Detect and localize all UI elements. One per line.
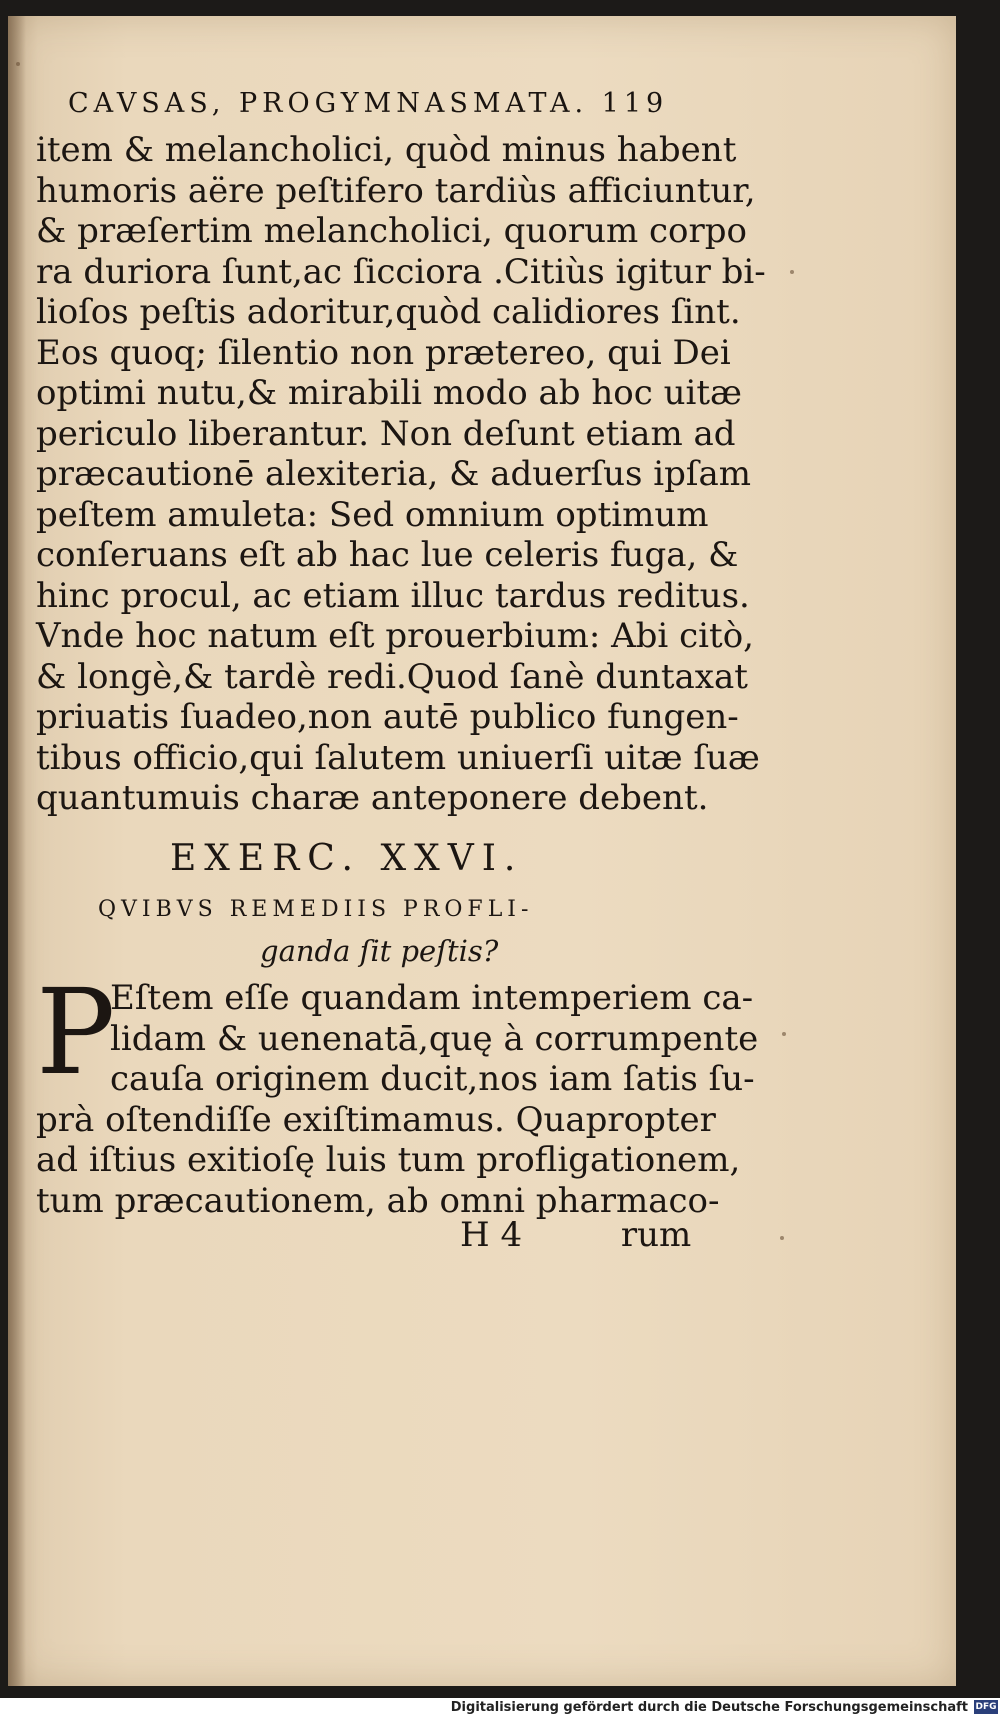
text-line: & longè,& tardè redi.Quod ſanè duntaxat [36, 656, 748, 697]
paper-speck [780, 1236, 784, 1240]
text-line: ra duriora ſunt,ac ſicciora .Citiùs igitur bi- [36, 251, 766, 292]
text-line: humoris aëre peſtifero tardiùs afficiuntur, [36, 170, 756, 211]
text-line: lidam & uenenatā,quę à corrumpente [110, 1018, 759, 1059]
section-heading: EXERC. XXVI. [170, 838, 524, 879]
text-line: optimi nutu,& mirabili modo ab hoc uitæ [36, 373, 742, 413]
running-head: CAVSAS, PROGYMNASMATA. 119 [68, 88, 669, 119]
footer-credit: Digitalisierung gefördert durch die Deutsche Forschungsgemeinschaft [450, 1700, 968, 1715]
text-line: periculo liberantur. Non deſunt etiam ad [36, 413, 736, 454]
paragraph-1 [36, 130, 766, 819]
text-line: peſtem amuleta: Sed omnium optimum [36, 494, 709, 535]
paper-speck [16, 62, 20, 66]
text-line: tum præcautionem, ab omni pharmaco- [36, 1180, 720, 1221]
dfg-logo: DFG [975, 1702, 997, 1712]
text-line: Eos quoq; ſilentio non prætereo, qui Dei [36, 332, 731, 373]
text-line: hinc procul, ac etiam illuc tardus reditus. [36, 575, 750, 616]
text-line: quantumuis charæ anteponere debent. [36, 778, 709, 818]
question-heading-line-2: ganda ſit peſtis? [260, 934, 499, 968]
text-line: conſeruans eſt ab hac lue celeris fuga, & [36, 535, 739, 575]
text-line: ad iſtius exitioſę luis tum profligationem, [36, 1140, 741, 1180]
paragraph-2 [36, 963, 759, 1221]
paper-speck [782, 1032, 786, 1036]
paper-speck [790, 270, 794, 274]
text-line: prà oſtendiſſe exiſtimamus. Quapropter [36, 1099, 716, 1140]
text-line: cauſa originem ducit,nos iam ſatis ſu- [110, 1059, 755, 1099]
text-line: & præſertim melancholici, quorum corpo [36, 211, 748, 251]
page-foot [460, 1215, 700, 1255]
text-line: item & melancholici, quòd minus habent [36, 130, 737, 170]
text-line: priuatis ſuadeo,non autē publico fungen- [36, 697, 739, 737]
text-line: Vnde hoc natum eſt prouerbium: Abi citò, [36, 616, 754, 656]
question-heading-line-1: QVIBVS REMEDIIS PROFLI- [98, 897, 534, 922]
drop-cap-initial: P [36, 963, 116, 1101]
catchword: rum [620, 1215, 692, 1255]
text-line: tibus officio,qui ſalutem uniuerſi uitæ ſuæ [36, 737, 760, 778]
text-line: Eſtem eſſe quandam intemperiem ca- [110, 978, 754, 1018]
text-line: præcautionē alexiteria, & aduerſus ipſam [36, 454, 751, 494]
text-line: lioſos peſtis adoritur,quòd calidiores ſint. [36, 292, 741, 332]
signature-mark: H 4 [460, 1215, 523, 1255]
